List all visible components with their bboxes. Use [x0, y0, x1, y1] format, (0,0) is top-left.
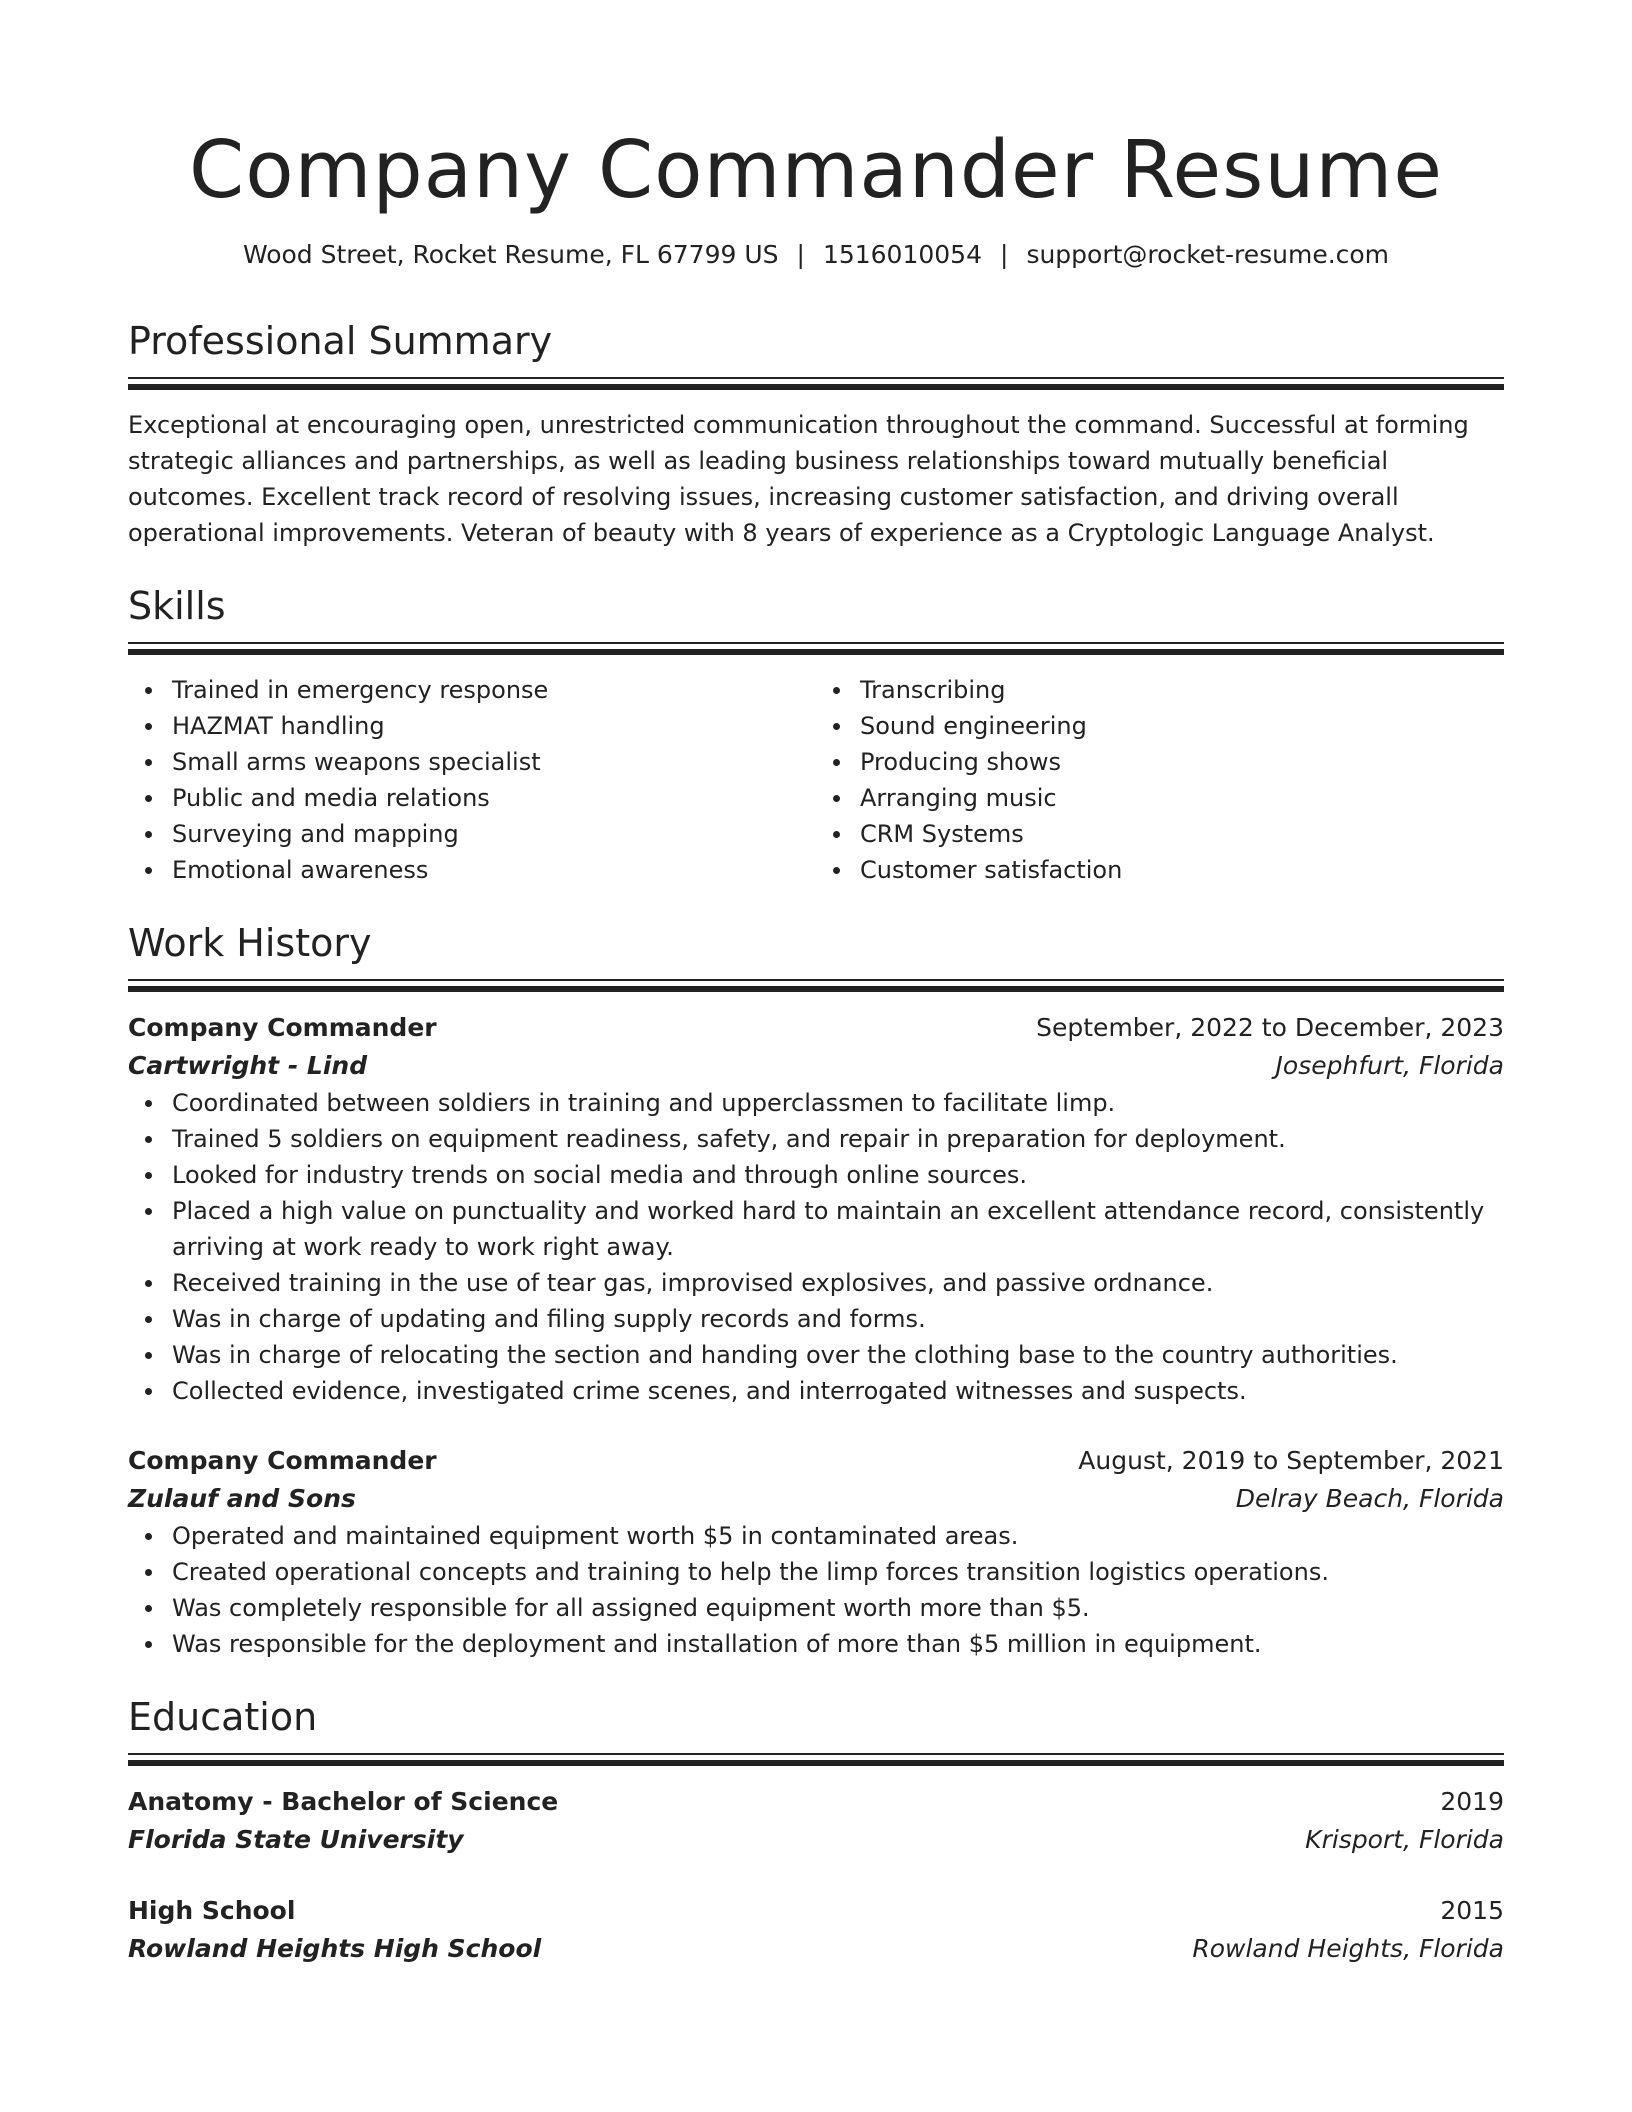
skill-item: Emotional awareness	[172, 852, 816, 888]
education-location: Krisport, Florida	[1305, 1825, 1504, 1854]
job-bullet: Was in charge of relocating the section and handing over the clothing base to the country authorities.	[172, 1337, 1504, 1373]
job-bullet: Was completely responsible for all assigned equipment worth more than $5.	[172, 1590, 1504, 1626]
education-header-row	[128, 1783, 1504, 1821]
skills-list-left	[128, 672, 816, 888]
contact-phone: 1516010054	[822, 240, 982, 269]
section-divider	[128, 384, 1504, 390]
job-bullet: Coordinated between soldiers in training and upperclassmen to facilitate limp.	[172, 1085, 1504, 1121]
section-title-work: Work History	[128, 921, 372, 965]
skills-columns	[128, 672, 1504, 888]
resume-title: Company Commander Resume	[189, 124, 1443, 216]
education-header-row	[128, 1892, 1504, 1930]
job-bullet: Trained 5 soldiers on equipment readiness, safety, and repair in preparation for deployment.	[172, 1121, 1504, 1157]
job-dates: September, 2022 to December, 2023	[1036, 1013, 1504, 1042]
job-bullet: Was in charge of updating and filing supply records and forms.	[172, 1301, 1504, 1337]
contact-line	[128, 237, 1504, 273]
skill-item: Public and media relations	[172, 780, 816, 816]
skill-item: HAZMAT handling	[172, 708, 816, 744]
job-header-row	[128, 1009, 1504, 1047]
education-entry	[128, 1783, 1504, 1859]
skill-item: Transcribing	[860, 672, 1504, 708]
job-bullet: Placed a high value on punctuality and worked hard to maintain an excellent attendance record, consistently arriving at work ready to work right away.	[172, 1193, 1504, 1265]
job-bullet: Created operational concepts and training to help the limp forces transition logistics operations.	[172, 1554, 1504, 1590]
skill-item: Sound engineering	[860, 708, 1504, 744]
education-degree: High School	[128, 1896, 296, 1925]
skill-item: Trained in emergency response	[172, 672, 816, 708]
section-divider	[128, 649, 1504, 655]
education-subheader-row	[128, 1821, 1504, 1859]
job-entry	[128, 1009, 1504, 1409]
skills-list-right	[816, 672, 1504, 888]
section-divider	[128, 642, 1504, 644]
section-title-summary: Professional Summary	[128, 319, 553, 363]
skill-item: Customer satisfaction	[860, 852, 1504, 888]
job-bullet: Was responsible for the deployment and installation of more than $5 million in equipment.	[172, 1626, 1504, 1662]
contact-email: support@rocket-resume.com	[1026, 240, 1390, 269]
job-bullet: Received training in the use of tear gas, improvised explosives, and passive ordnance.	[172, 1265, 1504, 1301]
education-year: 2019	[1440, 1787, 1504, 1816]
education-degree: Anatomy - Bachelor of Science	[128, 1787, 559, 1816]
job-location: Josephfurt, Florida	[1275, 1051, 1504, 1080]
job-company: Cartwright - Lind	[128, 1051, 368, 1080]
job-bullet-list	[128, 1518, 1504, 1662]
section-divider	[128, 377, 1504, 379]
job-title: Company Commander	[128, 1013, 437, 1042]
skill-item: CRM Systems	[860, 816, 1504, 852]
job-entry	[128, 1442, 1504, 1662]
education-school: Florida State University	[128, 1825, 464, 1854]
education-school: Rowland Heights High School	[128, 1934, 542, 1963]
section-divider	[128, 1760, 1504, 1766]
job-header-row	[128, 1442, 1504, 1480]
skill-item: Arranging music	[860, 780, 1504, 816]
job-dates: August, 2019 to September, 2021	[1078, 1446, 1504, 1475]
education-year: 2015	[1440, 1896, 1504, 1925]
skill-item: Surveying and mapping	[172, 816, 816, 852]
job-subheader-row	[128, 1047, 1504, 1085]
education-subheader-row	[128, 1930, 1504, 1968]
contact-address: Wood Street, Rocket Resume, FL 67799 US	[242, 240, 779, 269]
education-location: Rowland Heights, Florida	[1192, 1934, 1504, 1963]
job-bullet: Collected evidence, investigated crime scenes, and interrogated witnesses and suspects.	[172, 1373, 1504, 1409]
skill-item: Small arms weapons specialist	[172, 744, 816, 780]
job-company: Zulauf and Sons	[128, 1484, 356, 1513]
job-bullet: Operated and maintained equipment worth $5 in contaminated areas.	[172, 1518, 1504, 1554]
job-bullet-list	[128, 1085, 1504, 1409]
section-title-skills: Skills	[128, 584, 226, 628]
section-divider	[128, 986, 1504, 992]
section-divider	[128, 979, 1504, 981]
skill-item: Producing shows	[860, 744, 1504, 780]
section-divider	[128, 1753, 1504, 1755]
job-title: Company Commander	[128, 1446, 437, 1475]
contact-separator: |	[1000, 240, 1009, 269]
section-title-education: Education	[128, 1695, 318, 1739]
work-history-section	[128, 919, 1504, 1662]
skills-section	[128, 582, 1504, 888]
summary-section	[128, 317, 1504, 551]
job-bullet: Looked for industry trends on social media and through online sources.	[172, 1157, 1504, 1193]
job-location: Delray Beach, Florida	[1235, 1484, 1504, 1513]
job-subheader-row	[128, 1480, 1504, 1518]
summary-text: Exceptional at encouraging open, unrestricted communication throughout the command. Successful at forming strategic alliances and partnerships, as well as leading business relationships toward mutually beneficial outcomes. Excellent track record of resolving issues, increasing customer satisfaction, and driving overall operational improvements. Veteran of beauty with 8 years of experience as a Cryptologic Language Analyst.	[128, 411, 1469, 547]
education-entry	[128, 1892, 1504, 1968]
education-section	[128, 1693, 1504, 1968]
contact-separator: |	[796, 240, 805, 269]
